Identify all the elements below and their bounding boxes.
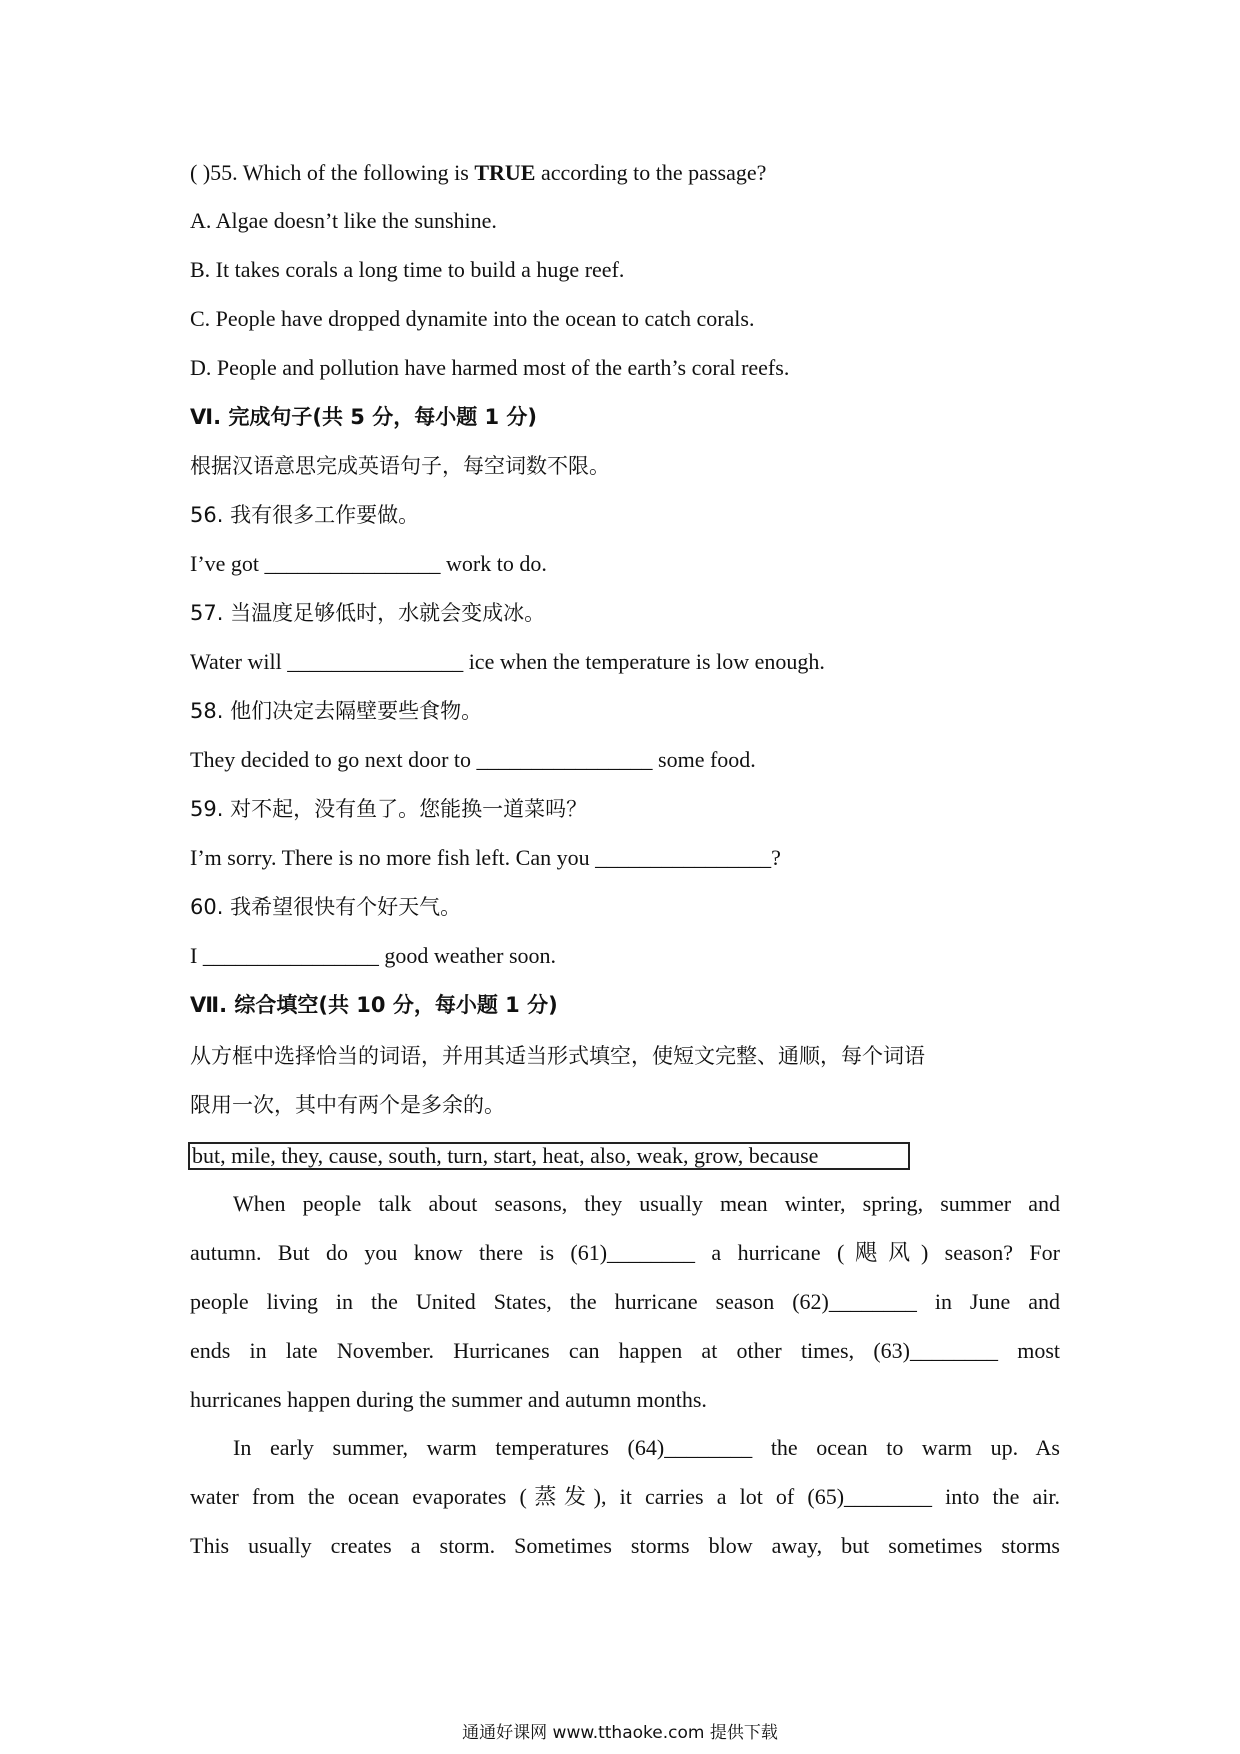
passage-line: people living in the United States, the hurricane season (62)________ in June and	[190, 1289, 1060, 1314]
item-60-chinese: 60. 我希望很快有个好天气。	[190, 895, 462, 919]
item-59-english: I’m sorry. There is no more fish left. Can you ________________?	[190, 845, 781, 870]
q55-option-a: A. Algae doesn’t like the sunshine.	[190, 208, 497, 233]
word-box: but, mile, they, cause, south, turn, start, heat, also, weak, grow, because	[192, 1143, 819, 1168]
section-7-heading: Ⅶ. 综合填空(共 10 分，每小题 1 分)	[190, 993, 558, 1017]
passage-paragraph-2	[190, 1433, 1060, 1580]
item-57-chinese: 57. 当温度足够低时，水就会变成冰。	[190, 601, 546, 625]
item-60-english: I ________________ good weather soon.	[190, 943, 557, 968]
passage-line: ends in late November. Hurricanes can happen at other times, (63)________ most	[190, 1338, 1060, 1363]
passage-line: autumn. But do you know there is (61)________ a hurricane (飓风) season? For	[190, 1240, 1060, 1265]
passage-line: hurricanes happen during the summer and autumn months.	[190, 1387, 707, 1412]
q55-stem-tail: according to the passage?	[535, 160, 767, 185]
section-7-instruction-line2: 限用一次，其中有两个是多余的。	[190, 1093, 505, 1117]
q55-option-b: B. It takes corals a long time to build a huge reef.	[190, 257, 625, 282]
q55-option-c: C. People have dropped dynamite into the ocean to catch corals.	[190, 306, 755, 331]
passage-line: In early summer, warm temperatures (64)________ the ocean to warm up. As	[233, 1435, 1060, 1460]
q55-stem-bold: TRUE	[474, 160, 536, 185]
section-6-heading: Ⅵ. 完成句子(共 5 分，每小题 1 分)	[190, 405, 538, 429]
page-footer: 通通好课网 www.tthaoke.com 提供下载	[462, 1723, 778, 1743]
section-6-instruction: 根据汉语意思完成英语句子，每空词数不限。	[190, 454, 610, 478]
item-57-english: Water will ________________ ice when the temperature is low enough.	[190, 649, 825, 674]
item-56-english: I’ve got ________________ work to do.	[190, 551, 547, 576]
section-7-instruction-line1: 从方框中选择恰当的词语，并用其适当形式填空，使短文完整、通顺，每个词语	[190, 1044, 925, 1068]
passage-line: This usually creates a storm. Sometimes storms blow away, but sometimes storms	[190, 1533, 1060, 1558]
passage-line: water from the ocean evaporates (蒸发), it carries a lot of (65)________ into the air.	[190, 1484, 1060, 1509]
item-59-chinese: 59. 对不起，没有鱼了。您能换一道菜吗？	[190, 797, 588, 821]
passage-paragraph-1	[190, 1189, 1060, 1434]
q55-stem-text: ( )55. Which of the following is	[190, 160, 475, 185]
item-58-chinese: 58. 他们决定去隔壁要些食物。	[190, 699, 483, 723]
q55-option-d: D. People and pollution have harmed most of the earth’s coral reefs.	[190, 355, 790, 380]
item-58-english: They decided to go next door to ________________ some food.	[190, 747, 756, 772]
passage-line: When people talk about seasons, they usually mean winter, spring, summer and	[233, 1191, 1060, 1216]
question-55-stem	[190, 158, 766, 188]
item-56-chinese: 56. 我有很多工作要做。	[190, 503, 420, 527]
